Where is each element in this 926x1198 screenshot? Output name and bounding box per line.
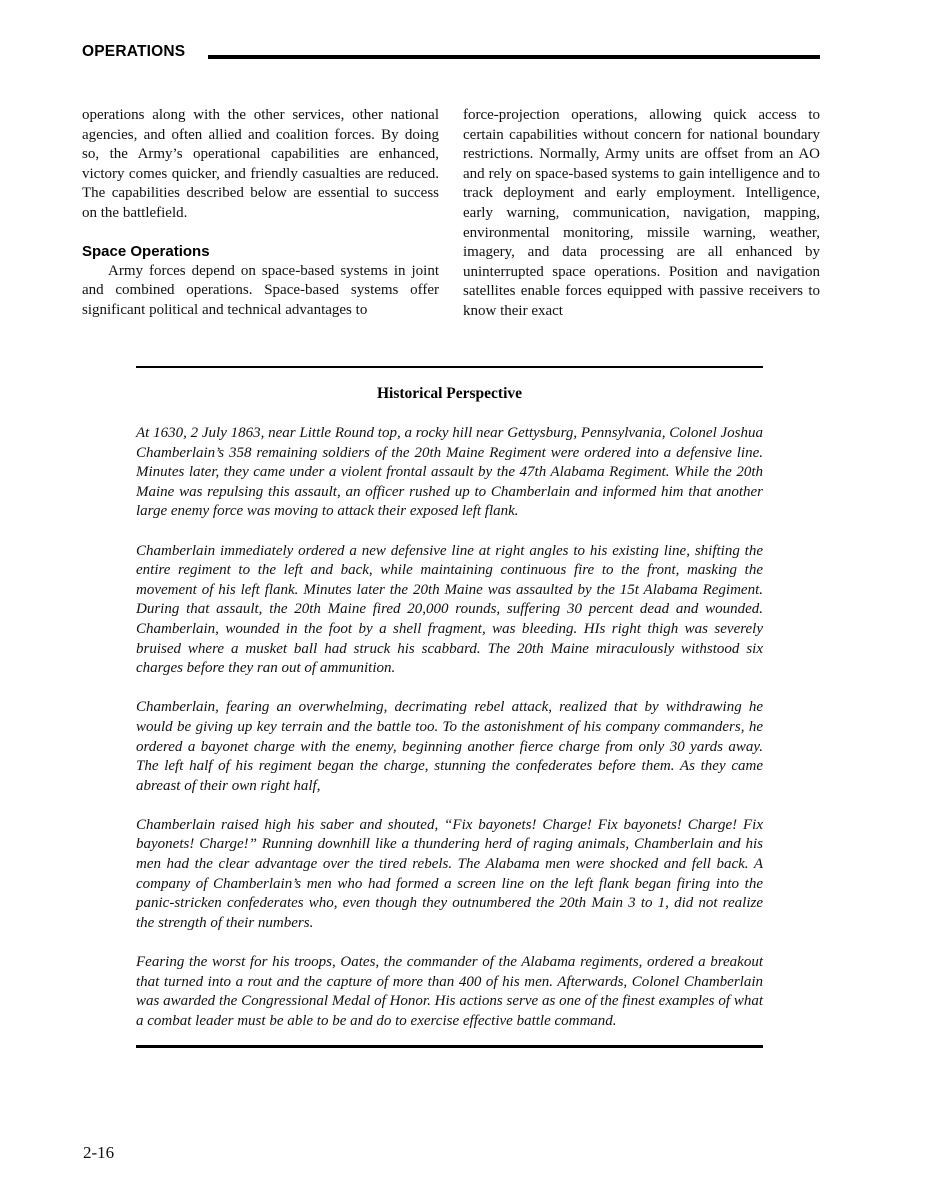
box-title: Historical Perspective	[376, 385, 523, 402]
right-column	[463, 106, 820, 322]
intro-paragraph: operations along with the other services, other national agencies, and often allied and coalition forces. By doing so, the Army’s operational capabilities are enhanced, victory comes quicker, and friendly casualties are reduced. The capabilities described below are essential to success on the battlefield.	[82, 107, 439, 221]
continued-paragraph: force-projection operations, allowing quick access to certain capabilities without concern for national boundary restrictions. Normally, Army units are offset from an AO and rely on space-based systems to gain intelligence and to track deployment and early employment. Intelligence, early warning, communication, navigation, mapping, environmental monitoring, missile warning, weather, imagery, and data processing are all enhanced by uninterrupted space operations. Position and navigation satellites enable forces equipped with passive receivers to know their exact	[463, 107, 820, 319]
box-paragraph: Fearing the worst for his troops, Oates, the commander of the Alabama regiments, ordered a breakout that turned into a rout and the capture of more than 400 of his men. Afterwards, Colonel Chamberlain was awarded the Congressional Medal of Honor. His actions serve as one of the finest examples of what a combat leader must be able to be and do to exercise effective battle command.	[136, 954, 763, 1029]
left-column	[82, 106, 439, 320]
header-rule	[208, 55, 820, 59]
box-bottom-rule	[136, 1045, 763, 1048]
box-paragraph: Chamberlain immediately ordered a new defensive line at right angles to his existing line, shifting the entire regiment to the left and back, while maintaining continuous fire to the front, masking the movement of his left flank. Minutes later the 20th Maine was assaulted by the 15t Alabama Regiment. During that assault, the 20th Maine fired 20,000 rounds, suffering 30 percent dead and wounded. Chamberlain, wounded in the foot by a shell fragment, was bleeding. HIs right thigh was severely bruised where a musket ball had struck his scabbard. The 20th Maine miraculously withstood six charges before they ran out of ammunition.	[136, 542, 763, 677]
box-body	[136, 424, 763, 1031]
box-paragraph: Chamberlain, fearing an overwhelming, decrimating rebel attack, realized that by withdrawing he would be giving up key terrain and the battle too. To the astonishment of his company commanders, he ordered a bayonet charge with the enemy, beginning another fierce charge from only 30 yards away. The left half of his regiment began the charge, stunning the confederates before them. As they came abreast of their own right half,	[136, 699, 763, 794]
running-header	[82, 42, 820, 64]
box-paragraph: Chamberlain raised high his saber and shouted, “Fix bayonets! Charge! Fix bayonets! Charge! Fix bayonets! Charge!” Running downhill like a thundering herd of raging animals, Chamberlain and his men had the clear advantage over the tired rebels. The Alabama men were shocked and fell back. A company of Chamberlain’s men who had formed a screen line on the left flank began firing into the panic-stricken confederates who, even though they outnumbered the 20th Main 3 to 1, did not realize the strength of their numbers.	[136, 816, 763, 931]
page-number: 2-16	[83, 1143, 115, 1162]
chapter-title: OPERATIONS	[82, 43, 186, 60]
box-paragraph: At 1630, 2 July 1863, near Little Round top, a rocky hill near Gettysburg, Pennsylvania, Colonel Joshua Chamberlain’s 358 remaining soldiers of the 20th Maine Regiment were ordered into a defensive line. Minutes later, they came under a violent frontal assault by the 47th Alabama Regiment. While the 20th Maine was repulsing this assault, an officer rushed up to Chamberlain and informed him that another large enemy force was moving to attack their exposed left flank.	[136, 425, 763, 520]
box-top-rule	[136, 366, 763, 368]
section-paragraph: Army forces depend on space-based systems in joint and combined operations. Space-based systems offer significant political and technical advantages to	[82, 262, 439, 318]
historical-perspective-box	[136, 366, 763, 1048]
section-heading: Space Operations	[82, 242, 210, 260]
